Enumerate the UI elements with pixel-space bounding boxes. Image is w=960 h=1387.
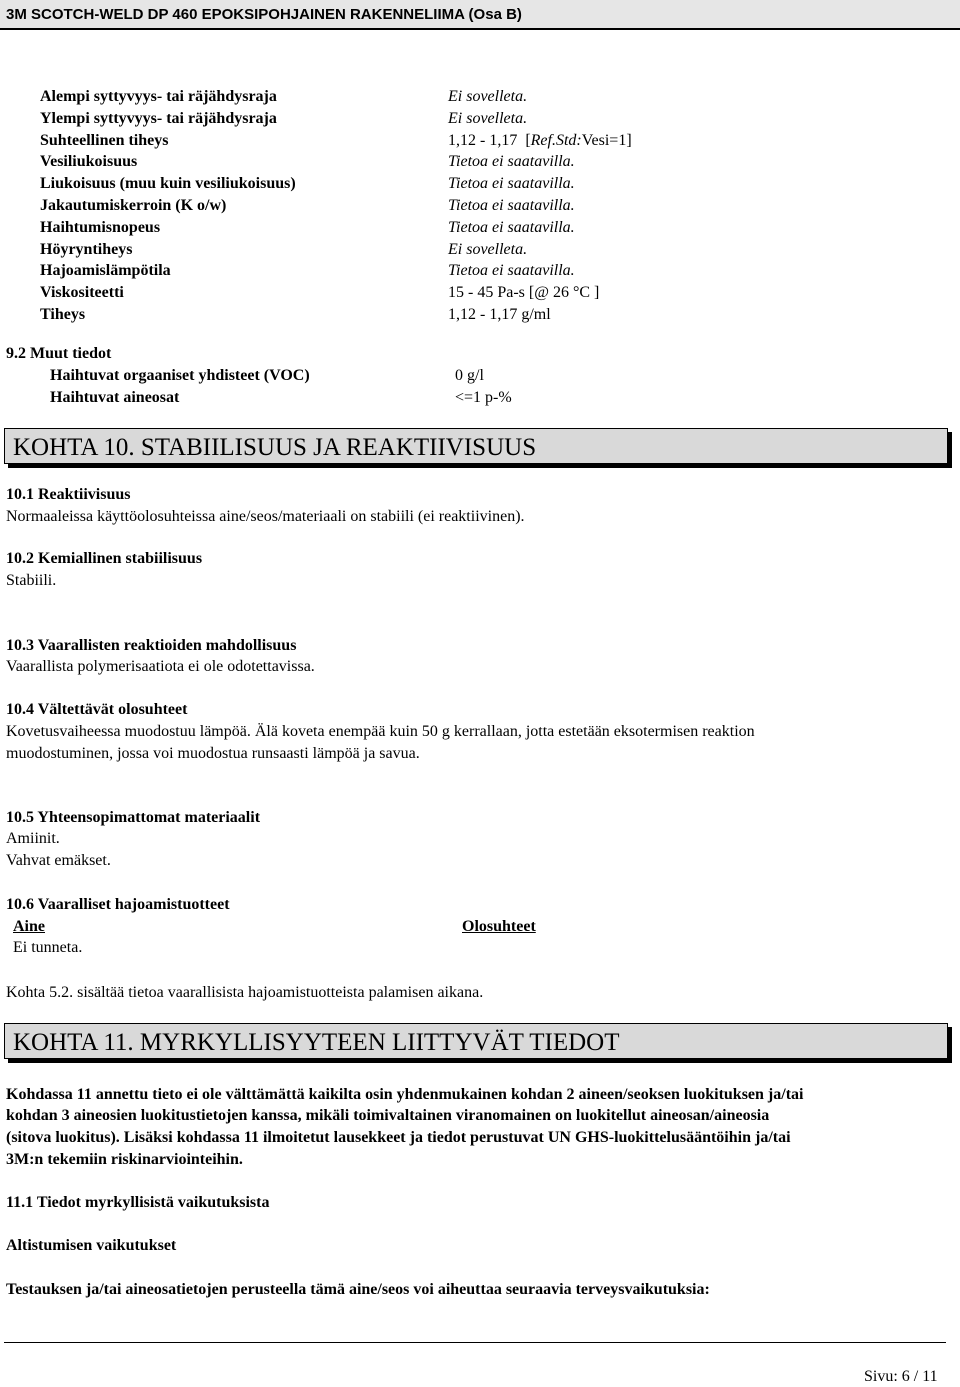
chemical-stability-text: Stabiili. (6, 572, 57, 589)
section-11-banner (4, 1023, 948, 1059)
section-11-title: KOHTA 11. MYRKYLLISYYTEEN LIITTYVÄT TIEDOT (13, 1029, 620, 1056)
voc-label: Haihtuvat orgaaniset yhdisteet (VOC) (50, 367, 310, 384)
property-value: Ei sovelleta. (448, 109, 528, 127)
property-value: Tietoa ei saatavilla. (448, 218, 575, 236)
voc-value: 0 g/l (455, 367, 484, 384)
property-value: Tietoa ei saatavilla. (448, 196, 575, 214)
property-label: Alempi syttyvyys- tai räjähdysraja (40, 88, 277, 105)
document-title: 3M SCOTCH-WELD DP 460 EPOKSIPOHJAINEN RAKENNELIIMA (Osa B) (6, 6, 522, 23)
decomposition-note: Kohta 5.2. sisältää tietoa vaarallisista hajoamistuotteista palamisen aikana. (6, 984, 484, 1001)
conditions-to-avoid-heading: 10.4 Vältettävät olosuhteet (6, 701, 188, 718)
property-value-suffix: Vesi=1] (581, 131, 632, 149)
toxicology-intro-line-3: (sitova luokitus). Lisäksi kohdassa 11 ilmoitetut lausekkeet ja tiedot perustuvat UN GHS-luokittelusääntöihin ja/tai (6, 1129, 791, 1146)
current-page: 6 (901, 1368, 910, 1385)
property-value: 15 - 45 Pa-s [@ 26 °C ] (448, 284, 600, 302)
health-effects-intro: Testauksen ja/tai aineosatietojen perusteella tämä aine/seos voi aiheuttaa seuraavia terveysvaikutuksia: (6, 1281, 710, 1298)
chemical-stability-heading: 10.2 Kemiallinen stabiilisuus (6, 550, 203, 567)
property-label: Jakautumiskerroin (K o/w) (40, 196, 227, 214)
substance-column-header: Aine (13, 918, 45, 935)
property-value (448, 132, 632, 150)
volatiles-label: Haihtuvat aineosat (50, 389, 180, 406)
property-label: Tiheys (40, 305, 86, 323)
footer-divider (4, 1342, 946, 1343)
toxicology-intro-line-4: 3M:n tekemiin riskinarviointeihin. (6, 1151, 243, 1168)
property-label: Ylempi syttyvyys- tai räjähdysraja (40, 109, 277, 127)
incompatible-material-item: Amiinit. (6, 830, 60, 847)
toxicology-intro-line-2: kohdan 3 aineosien luokitustietojen kanssa, mikäli toimivaltainen viranomainen on luokitellut aineosan/aineosia (6, 1107, 770, 1124)
incompatible-materials-heading: 10.5 Yhteensopimattomat materiaalit (6, 809, 261, 826)
property-value: Tietoa ei saatavilla. (448, 262, 575, 280)
page-number (864, 1369, 938, 1385)
property-label: Hajoamislämpötila (40, 262, 171, 280)
hazardous-reactions-text: Vaarallista polymerisaatiota ei ole odotettavissa. (6, 658, 315, 675)
conditions-to-avoid-line-2: muodostuminen, jossa voi muodostua runsaasti lämpöä ja savua. (6, 745, 420, 762)
property-label: Haihtumisnopeus (40, 218, 161, 236)
property-value-prefix: 1,12 - 1,17 [ (448, 131, 531, 149)
incompatible-material-item: Vahvat emäkset. (6, 852, 111, 869)
decomposition-product-value: Ei tunneta. (13, 939, 83, 956)
property-label: Vesiliukoisuus (40, 153, 138, 171)
exposure-effects-heading: Altistumisen vaikutukset (6, 1237, 177, 1254)
decomposition-products-heading: 10.6 Vaaralliset hajoamistuotteet (6, 896, 230, 913)
property-label: Viskositeetti (40, 284, 124, 302)
toxicology-intro-line-1: Kohdassa 11 annettu tieto ei ole välttämättä kaikilta osin yhdenmukainen kohdan 2 aineen/seoksen luokituksen ja/tai (6, 1086, 804, 1103)
reactivity-text: Normaaleissa käyttöolosuhteissa aine/seos/materiaali on stabiili (ei reaktiivinen). (6, 508, 525, 525)
property-value: Tietoa ei saatavilla. (448, 153, 575, 171)
conditions-column-header: Olosuhteet (462, 918, 536, 935)
property-label: Höyryntiheys (40, 240, 133, 258)
reactivity-heading: 10.1 Reaktiivisuus (6, 486, 131, 503)
document-header (0, 0, 960, 30)
conditions-to-avoid-line-1: Kovetusvaiheessa muodostuu lämpöä. Älä koveta enempää kuin 50 g kerrallaan, jotta estetään eksotermisen reaktion (6, 723, 755, 740)
hazardous-reactions-heading: 10.3 Vaarallisten reaktioiden mahdollisuus (6, 637, 297, 654)
property-value: Ei sovelleta. (448, 88, 528, 105)
property-value: Ei sovelleta. (448, 240, 528, 258)
toxicological-effects-heading: 11.1 Tiedot myrkyllisistä vaikutuksista (6, 1194, 270, 1211)
volatiles-value: <=1 p-% (455, 389, 512, 406)
property-value-reference: Ref.Std: (530, 131, 582, 149)
property-value: 1,12 - 1,17 g/ml (448, 305, 551, 323)
page-separator: / (913, 1368, 919, 1385)
section-10-title: KOHTA 10. STABIILISUUS JA REAKTIIVISUUS (13, 434, 537, 461)
property-value: Tietoa ei saatavilla. (448, 175, 575, 193)
property-label: Suhteellinen tiheys (40, 131, 169, 149)
other-info-heading: 9.2 Muut tiedot (6, 345, 112, 362)
section-10-banner (4, 428, 948, 464)
page-label: Sivu: (864, 1368, 898, 1385)
total-pages: 11 (922, 1368, 938, 1385)
property-label: Liukoisuus (muu kuin vesiliukoisuus) (40, 175, 296, 193)
